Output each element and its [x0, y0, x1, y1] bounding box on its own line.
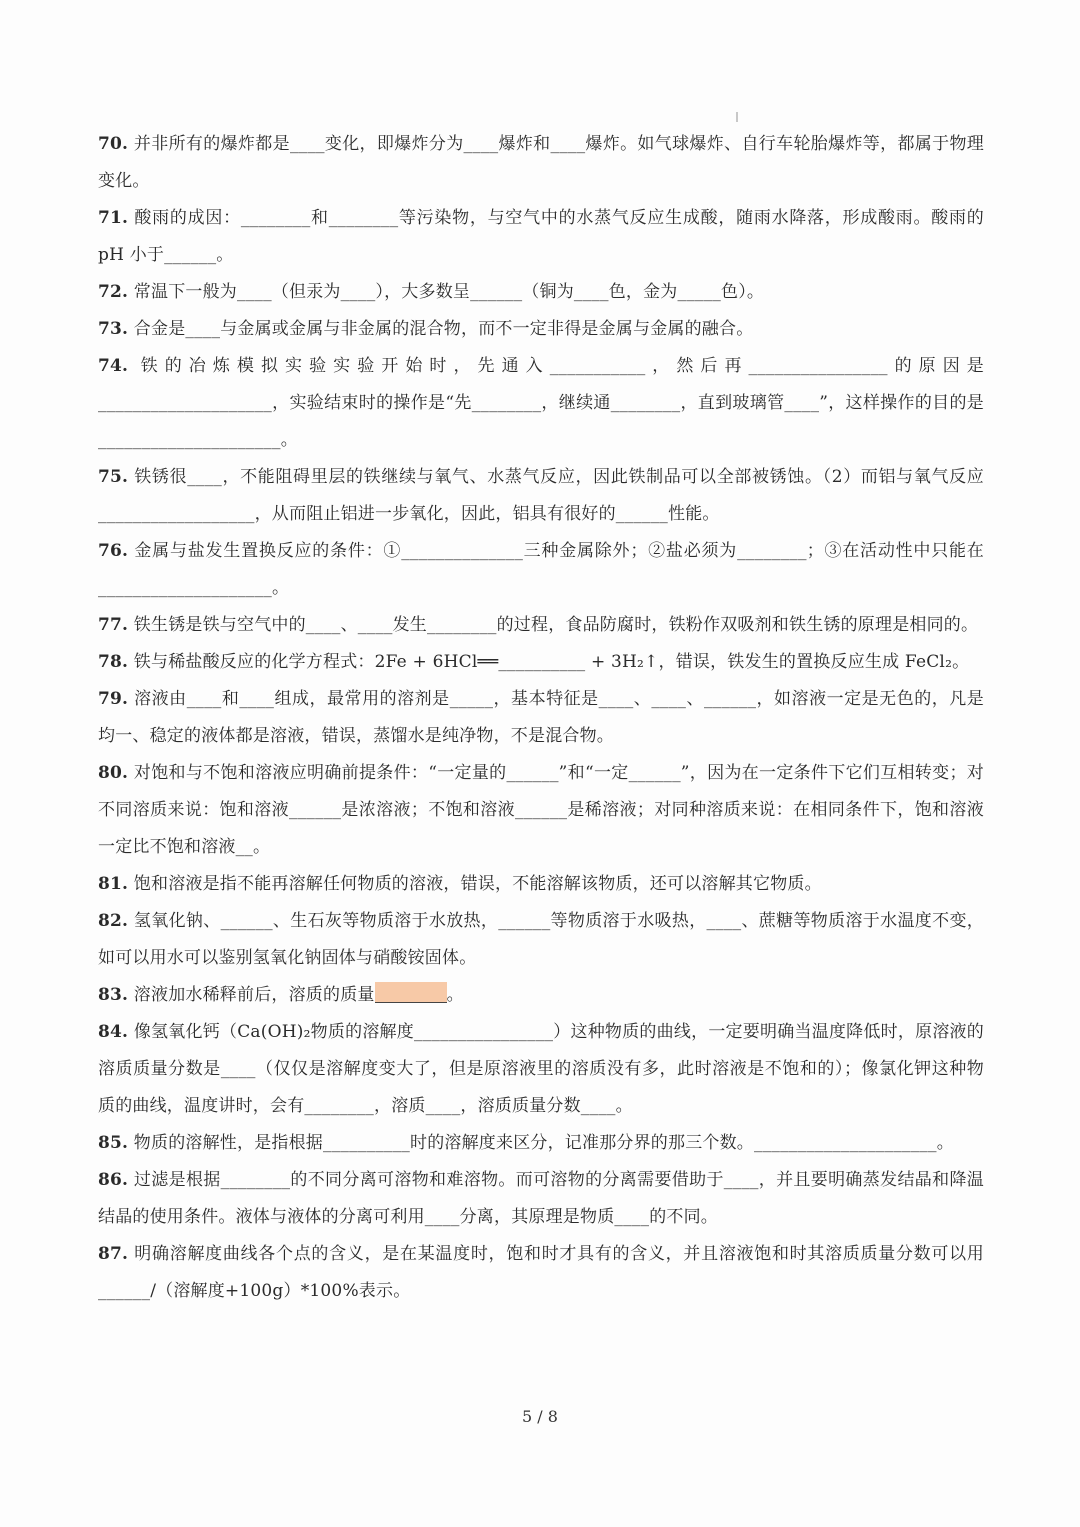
question-text: 像氢氧化钙（Ca(OH)₂物质的溶解度________________）这种物质的曲线，一定要明确当温度降低时，原溶液的溶质质量分数是____（仅仅是溶解度变大了，但是原溶液里的溶质没有多，此时溶液是不饱和的）；像氯化钾这种物质的曲线，温度讲时，会有________，溶质____，溶质质量分数____。 [98, 1022, 984, 1116]
question-number: 85. [98, 1133, 129, 1153]
question-number: 75. [98, 467, 129, 487]
question-72 [98, 274, 984, 311]
question-79 [98, 681, 984, 755]
question-text: 氢氧化钠、______、生石灰等物质溶于水放热，______等物质溶于水吸热，____、蔗糖等物质溶于水温度不变，如可以用水可以鉴别氢氧化钠固体与硝酸铵固体。 [98, 911, 984, 968]
question-number: 71. [98, 208, 129, 228]
question-text: 常温下一般为____（但汞为____），大多数呈______（铜为____色，金为_____色）。 [128, 282, 765, 302]
question-number: 86. [98, 1170, 129, 1190]
question-87 [98, 1236, 984, 1310]
question-text: 溶液由____和____组成，最常用的溶剂是_____，基本特征是____、____、______，如溶液一定是无色的，凡是均一、稳定的液体都是溶液，错误，蒸馏水是纯净物，不是混合物。 [98, 689, 984, 746]
question-text: 酸雨的成因：________和________等污染物，与空气中的水蒸气反应生成酸，随雨水降落，形成酸雨。酸雨的 pH 小于______。 [98, 208, 984, 265]
question-number: 79. [98, 689, 129, 709]
question-76 [98, 533, 984, 607]
question-text: 饱和溶液是指不能再溶解任何物质的溶液，错误，不能溶解该物质，还可以溶解其它物质。 [128, 874, 822, 894]
question-70 [98, 126, 984, 200]
question-text: 溶液加水稀释前后，溶质的质量 [128, 985, 375, 1005]
question-number: 76. [98, 541, 129, 561]
question-text: 物质的溶解性，是指根据__________时的溶解度来区分，记准那分界的那三个数。_____________________。 [128, 1133, 954, 1153]
question-number: 73. [98, 319, 129, 339]
question-83 [98, 977, 984, 1014]
question-number: 77. [98, 615, 129, 635]
question-number: 72. [98, 282, 129, 302]
page-number: 5 / 8 [522, 1407, 558, 1426]
scan-mark [736, 112, 738, 122]
question-77 [98, 607, 984, 644]
question-text: 合金是____与金属或金属与非金属的混合物，而不一定非得是金属与金属的融合。 [128, 319, 754, 339]
question-text: 并非所有的爆炸都是____变化，即爆炸分为____爆炸和____爆炸。如气球爆炸、自行车轮胎爆炸等，都属于物理变化。 [98, 134, 984, 191]
question-number: 87. [98, 1244, 129, 1264]
question-text: 铁生锈是铁与空气中的____、____发生________的过程，食品防腐时，铁粉作双吸剂和铁生锈的原理是相同的。 [128, 615, 979, 635]
question-text: 对饱和与不饱和溶液应明确前提条件：“一定量的______”和“一定______”，因为在一定条件下它们互相转变；对不同溶质来说：饱和溶液______是浓溶液；不饱和溶液______是稀溶液；对同种溶质来说：在相同条件下，饱和溶液一定比不饱和溶液__。 [98, 763, 984, 857]
question-85 [98, 1125, 984, 1162]
question-number: 78. [98, 652, 129, 672]
question-number: 81. [98, 874, 129, 894]
question-number: 83. [98, 985, 129, 1005]
question-number: 70. [98, 134, 129, 154]
question-74 [98, 348, 984, 459]
question-81 [98, 866, 984, 903]
question-80 [98, 755, 984, 866]
question-75 [98, 459, 984, 533]
question-text: 铁的冶炼模拟实验实验开始时，先通入___________，然后再________________的原因是____________________，实验结束时的操作是“先________，继续通________，直到玻璃管____”，这样操作的目的是_____________________。 [98, 356, 984, 450]
question-78 [98, 644, 984, 681]
question-number: 82. [98, 911, 129, 931]
highlighted-answer-blank [375, 982, 447, 1003]
question-text-end: 。 [446, 985, 464, 1005]
question-71 [98, 200, 984, 274]
question-84 [98, 1014, 984, 1125]
question-86 [98, 1162, 984, 1236]
question-82 [98, 903, 984, 977]
question-number: 80. [98, 763, 129, 783]
question-text: 铁锈很____，不能阻碍里层的铁继续与氧气、水蒸气反应，因此铁制品可以全部被锈蚀。（2）而铝与氧气反应__________________，从而阻止铝进一步氧化，因此，铝具有很好的______性能。 [98, 467, 984, 524]
question-number: 84. [98, 1022, 129, 1042]
question-number: 74. [98, 356, 129, 376]
question-text: 明确溶解度曲线各个点的含义，是在某温度时，饱和时才具有的含义，并且溶液饱和时其溶质质量分数可以用______/（溶解度+100g）*100%表示。 [98, 1244, 984, 1301]
question-text: 过滤是根据________的不同分离可溶物和难溶物。而可溶物的分离需要借助于____，并且要明确蒸发结晶和降温结晶的使用条件。液体与液体的分离可利用____分离，其原理是物质____的不同。 [98, 1170, 984, 1227]
question-list [98, 126, 984, 1310]
question-text: 铁与稀盐酸反应的化学方程式：2Fe + 6HCl══__________ + 3H₂↑，错误，铁发生的置换反应生成 FeCl₂。 [128, 652, 970, 672]
question-73 [98, 311, 984, 348]
question-text: 金属与盐发生置换反应的条件：①______________三种金属除外；②盐必须为________；③在活动性中只能在____________________。 [98, 541, 984, 598]
